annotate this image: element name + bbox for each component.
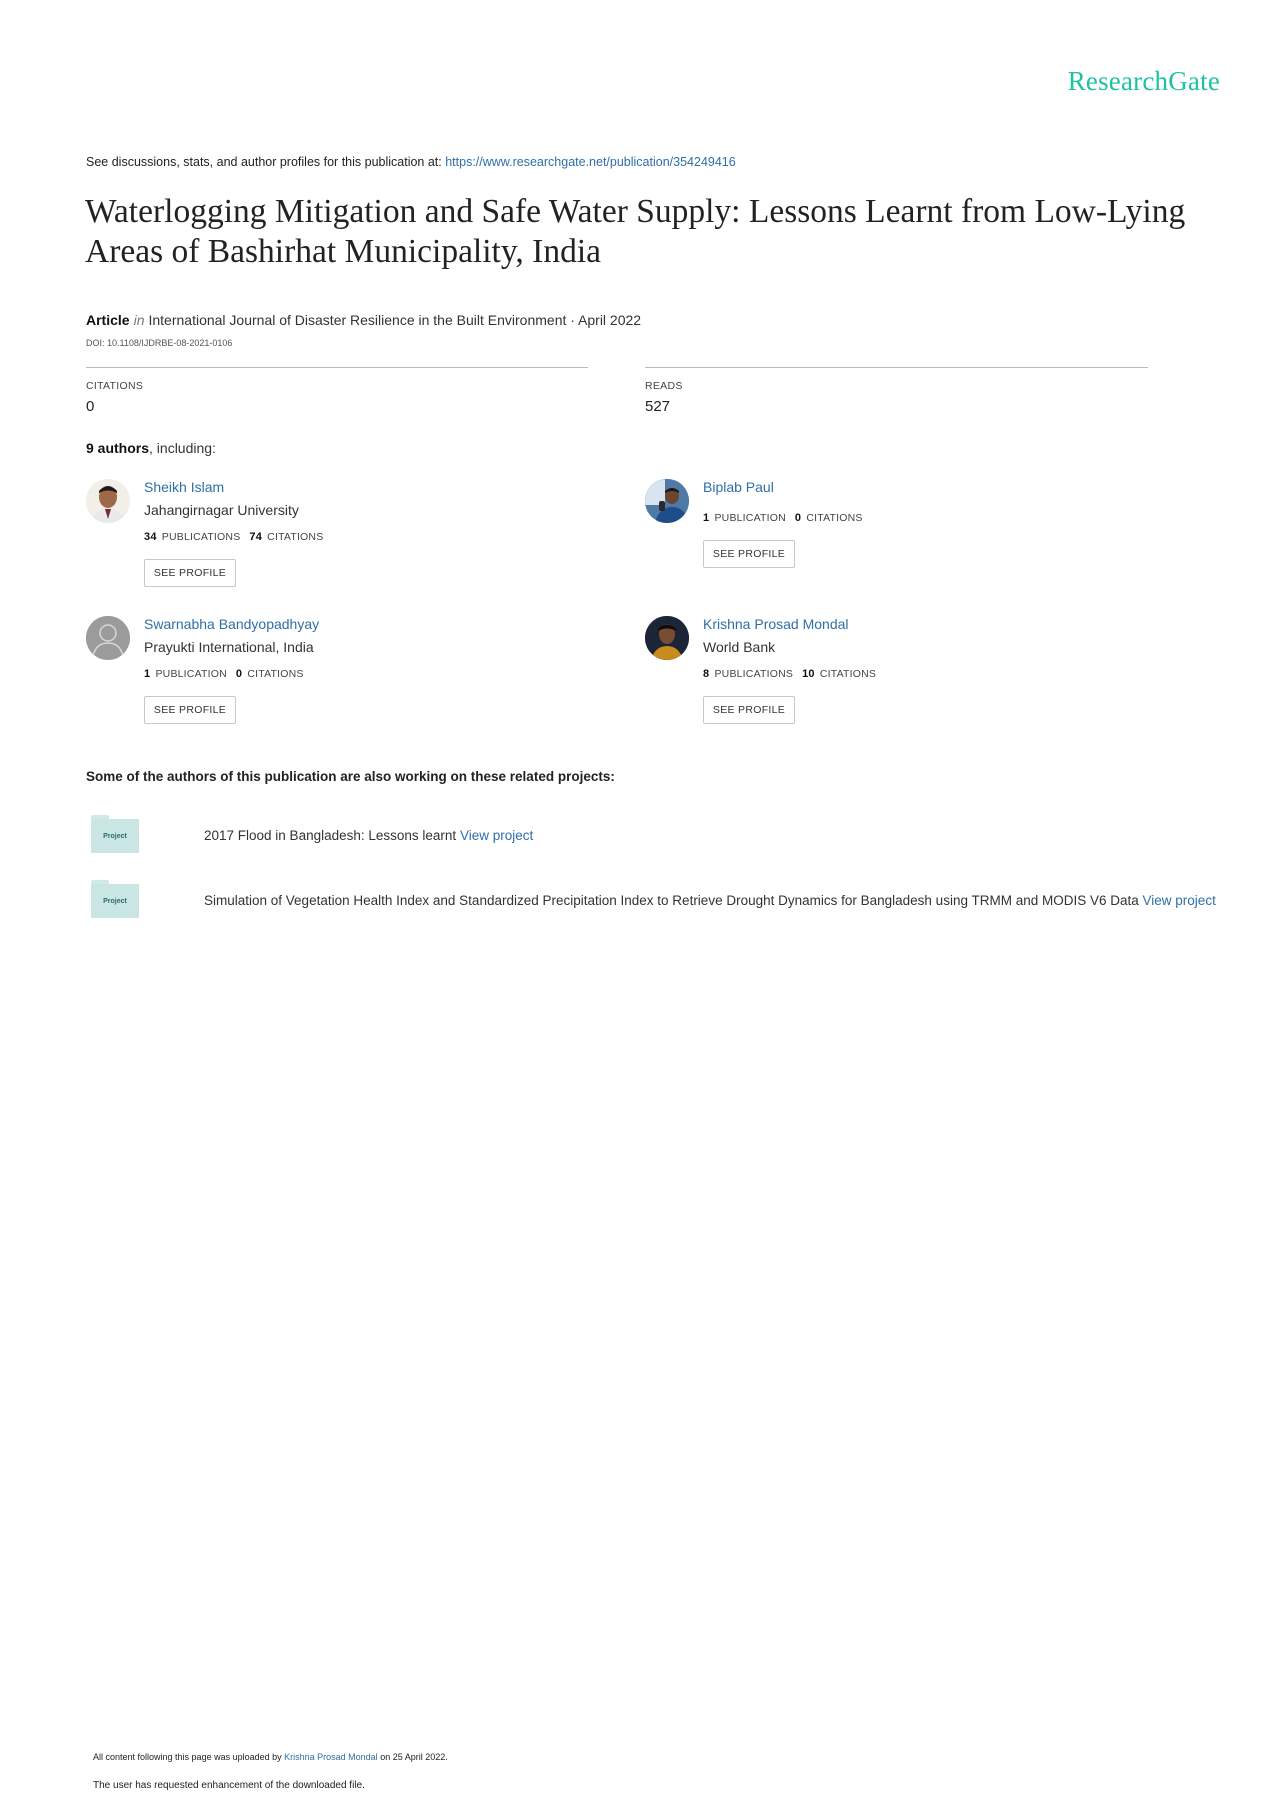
author-name-link[interactable]: Biplab Paul	[703, 479, 774, 495]
project-folder-icon	[91, 815, 139, 853]
upload-notice	[93, 1752, 448, 1762]
see-profile-button[interactable]: SEE PROFILE	[703, 696, 795, 724]
author-photo-icon	[86, 479, 130, 523]
authors-suffix: , including:	[149, 440, 216, 456]
author-photo-icon	[645, 616, 689, 660]
author-avatar[interactable]	[645, 616, 689, 660]
citations-label: CITATIONS	[86, 380, 144, 392]
author-name-link[interactable]: Sheikh Islam	[144, 479, 225, 495]
reads-value: 527	[645, 398, 671, 415]
author-avatar[interactable]	[86, 479, 130, 523]
author-institution: Jahangirnagar University	[144, 502, 299, 518]
citations-count: 0	[235, 668, 243, 680]
publication-url-link[interactable]: https://www.researchgate.net/publication/354249416	[445, 155, 736, 169]
doi: DOI: 10.1108/IJDRBE-08-2021-0106	[86, 338, 233, 348]
upload-prefix: All content following this page was uploaded by	[93, 1752, 285, 1762]
see-profile-button[interactable]: SEE PROFILE	[144, 559, 236, 587]
author-stats	[144, 668, 304, 680]
publications-label: PUBLICATIONS	[161, 531, 241, 543]
authors-summary	[86, 440, 216, 456]
user-silhouette-icon	[86, 616, 130, 660]
project-icon-label: Project	[91, 819, 139, 853]
publication-title: Waterlogging Mitigation and Safe Water Supply: Lessons Learnt from Low-Lying Areas of Bashirhat Municipality, India	[85, 193, 1186, 270]
citations-count: 74	[249, 531, 263, 543]
related-projects-heading: Some of the authors of this publication are also working on these related projects:	[86, 769, 615, 784]
author-stats	[144, 531, 323, 543]
author-stats	[703, 668, 876, 680]
author-name-link[interactable]: Krishna Prosad Mondal	[703, 616, 849, 632]
citations-stat-label: CITATIONS	[247, 668, 304, 680]
publication-meta	[86, 312, 641, 328]
project-icon-label: Project	[91, 884, 139, 918]
researchgate-logo[interactable]: ResearchGate	[1067, 66, 1220, 96]
discussion-line	[86, 155, 736, 169]
publications-label: PUBLICATIONS	[714, 668, 794, 680]
view-project-link[interactable]: View project	[1142, 893, 1216, 908]
project-title: Simulation of Vegetation Health Index and Standardized Precipitation Index to Retrieve Drought Dynamics for Bangladesh using TRMM and MODIS V6 Data	[204, 893, 1139, 908]
project-item	[204, 893, 1216, 908]
reads-label: READS	[645, 380, 683, 392]
publications-label: PUBLICATION	[155, 668, 227, 680]
citations-stat-label: CITATIONS	[267, 531, 324, 543]
author-institution: World Bank	[703, 639, 776, 655]
author-name-link[interactable]: Swarnabha Bandyopadhyay	[144, 616, 320, 632]
citations-stat-label: CITATIONS	[819, 668, 877, 680]
publications-count: 1	[703, 512, 710, 524]
publications-count: 8	[703, 668, 710, 680]
divider-right	[645, 367, 1148, 368]
project-folder-icon	[91, 880, 139, 918]
journal-name: International Journal of Disaster Resilience in the Built Environment · April 2022	[148, 312, 642, 328]
enhancement-notice: The user has requested enhancement of the downloaded file.	[93, 1780, 365, 1791]
see-profile-button[interactable]: SEE PROFILE	[144, 696, 236, 724]
divider-left	[86, 367, 588, 368]
citations-stat-label: CITATIONS	[806, 512, 863, 524]
see-profile-button[interactable]: SEE PROFILE	[703, 540, 795, 568]
default-avatar-icon[interactable]	[86, 616, 130, 660]
upload-suffix: on 25 April 2022.	[377, 1752, 448, 1762]
citations-count: 10	[802, 668, 815, 680]
meta-in-word: in	[133, 312, 145, 328]
project-item	[204, 828, 533, 843]
author-stats	[703, 512, 863, 524]
citations-count: 0	[794, 512, 802, 524]
project-title: 2017 Flood in Bangladesh: Lessons learnt	[204, 828, 457, 843]
author-institution: Prayukti International, India	[144, 639, 314, 655]
discussion-prefix: See discussions, stats, and author profiles for this publication at:	[86, 155, 446, 169]
authors-count: 9 authors	[86, 440, 150, 456]
publications-count: 34	[144, 531, 157, 543]
view-project-link[interactable]: View project	[459, 828, 534, 843]
author-avatar[interactable]	[645, 479, 689, 523]
publication-type: Article	[86, 312, 130, 328]
publications-count: 1	[144, 668, 151, 680]
uploader-link[interactable]: Krishna Prosad Mondal	[284, 1752, 378, 1762]
publications-label: PUBLICATION	[714, 512, 786, 524]
citations-value: 0	[86, 398, 95, 415]
author-photo-icon	[645, 479, 689, 523]
